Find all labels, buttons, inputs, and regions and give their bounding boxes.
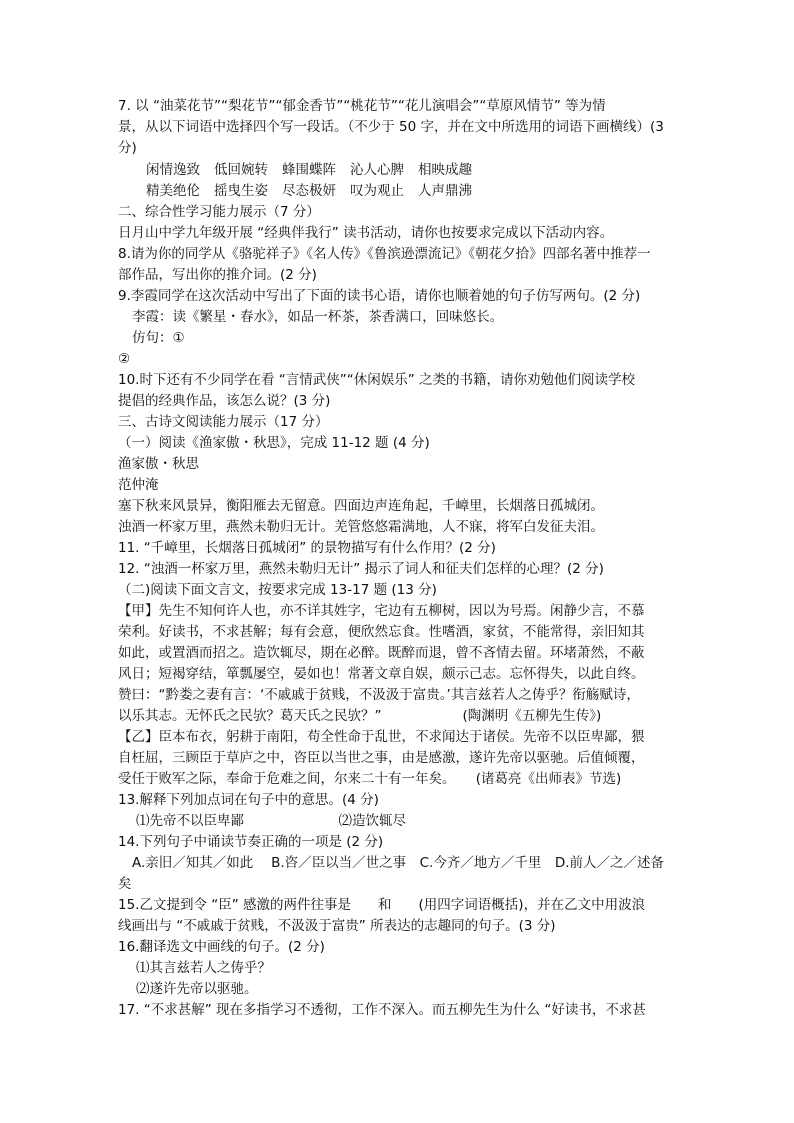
question-15-line-1: 15.乙文提到令 “臣” 感激的两件往事是 和 (用四字词语概括)，并在乙文中用波浪 [118,897,646,913]
word: 摇曳生姿 [214,183,268,199]
question-9-answer-2: ② [118,351,131,367]
question-9-answer-1: 仿句：① [132,330,185,346]
passage-b-line-3: 受任于败军之际，奉命于危难之间，尔来二十有一年矣。 (诸葛亮《出师表》节选) [118,771,622,787]
passage-a-line-3: 如此，或置酒而招之。造饮辄尽，期在必醉。既醉而退，曾不吝情去留。环堵萧然，不蔽 [118,645,645,661]
question-16-item-2: ⑵遂许先帝以驱驰。 [136,981,258,997]
question-12: 12. “浊酒一杯家万里，燕然未勒归无计” 揭示了词人和征夫们怎样的心理？(2 分) [118,561,604,577]
question-8-line-1: 8.请为你的同学从《骆驼祥子》《名人传》《鲁滨逊漂流记》《朝花夕拾》四部名著中推荐一 [118,246,651,262]
word: 低回婉转 [214,162,268,178]
question-16: 16.翻译选文中画线的句子。(2 分) [118,939,325,955]
part-1-heading: （一）阅读《渔家傲・秋思》，完成 11-12 题 (4 分) [118,435,430,451]
question-9-example: 李霞：读《繁星・春水》，如品一杯茶，茶香满口，回味悠长。 [132,309,504,325]
question-7-line-3: 分) [118,140,137,156]
word: 人声鼎沸 [418,183,472,199]
activity-intro: 日月山中学九年级开展 “经典伴我行” 读书活动，请你也按要求完成以下活动内容。 [118,225,614,241]
word: 相映成趣 [418,162,472,178]
question-13: 13.解释下列加点词在句子中的意思。(4 分) [118,792,379,808]
word: 蜂围蝶阵 [282,162,336,178]
question-7-line-1: 7. 以 “油菜花节”“梨花节”“郁金香节”“桃花节”“花儿演唱会”“草原风情节” 等为情 [118,98,606,114]
word: 精美绝伦 [146,183,200,199]
word: 叹为观止 [350,183,404,199]
poem-author: 范仲淹 [118,477,159,493]
section-2-heading: 二、综合性学习能力展示（7 分） [118,204,320,220]
poem-line-2: 浊酒一杯家万里，燕然未勒归无计。羌管悠悠霜满地，人不寐，将军白发征夫泪。 [118,519,604,535]
passage-b-line-1: 【乙】臣本布衣，躬耕于南阳，苟全性命于乱世，不求闻达于诸侯。先帝不以臣卑鄙，猥 [118,729,645,745]
word: 沁人心脾 [350,162,404,178]
word: 尽态极妍 [282,183,336,199]
passage-a-line-4: 风日；短褐穿结，箪瓢屡空，晏如也！常著文章自娱，颇示己志。忘怀得失，以此自终。 [118,666,645,682]
passage-a-line-1: 【甲】先生不知何许人也，亦不详其姓字，宅边有五柳树，因以为号焉。闲静少言，不慕 [118,603,645,619]
word-row-1 [146,160,486,180]
question-10-line-2: 提倡的经典作品，该怎么说？(3 分) [118,393,331,409]
section-3-heading: 三、古诗文阅读能力展示（17 分） [118,414,329,430]
poem-line-1: 塞下秋来风景异，衡阳雁去无留意。四面边声连角起，千嶂里，长烟落日孤城闭。 [118,498,604,514]
question-11: 11. “千嶂里，长烟落日孤城闭” 的景物描写有什么作用？(2 分) [118,540,496,556]
passage-a-line-6: 以乐其志。无怀氏之民欤？葛天氏之民欤？” (陶渊明《五柳先生传》) [118,708,602,724]
question-17: 17. “不求甚解” 现在多指学习不透彻，工作不深入。而五柳先生为什么 “好读书，不求甚 [118,1002,646,1018]
question-13-items: ⑴先帝不以臣卑鄙 ⑵造饮辄尽 [136,813,406,829]
question-14-options: A.亲旧／知其／如此 B.咨／臣以当／世之事 C.今齐／地方／千里 D.前人／之／述备 [132,855,665,871]
question-14-options-cont: 矣 [118,876,132,892]
passage-b-line-2: 自枉屈，三顾臣于草庐之中，咨臣以当世之事，由是感激，遂许先帝以驱驰。后值倾覆， [118,750,645,766]
question-8-line-2: 部作品，写出你的推介词。(2 分) [118,267,317,283]
passage-a-line-5: 赞曰：“黔娄之妻有言：‘不戚戚于贫贱，不汲汲于富贵。’其言兹若人之俦乎？衔觞赋诗， [118,687,640,703]
poem-title: 渔家傲・秋思 [118,456,199,472]
question-16-item-1: ⑴其言兹若人之俦乎？ [136,960,271,976]
part-2-heading: （二)阅读下面文言文，按要求完成 13-17 题 (13 分) [118,582,437,598]
question-7-line-2: 景，从以下词语中选择四个写一段话。（不少于 50 字，并在文中所选用的词语下画横线）(3 [118,119,664,135]
question-14: 14.下列句子中诵读节奏正确的一项是 (2 分) [118,834,384,850]
question-9: 9.李霞同学在这次活动中写出了下面的读书心语，请你也顺着她的句子仿写两句。(2 分) [118,288,641,304]
word: 闲情逸致 [146,162,200,178]
question-15-line-2: 线画出与 “不戚戚于贫贱，不汲汲于富贵” 所表达的志趣同的句子。(3 分) [118,918,556,934]
question-10-line-1: 10.时下还有不少同学在看 “言情武侠”“休闲娱乐” 之类的书籍，请你劝勉他们阅读学校 [118,372,636,388]
word-row-2 [146,181,486,201]
passage-a-line-2: 荣利。好读书，不求甚解；每有会意，便欣然忘食。性嗜酒，家贫，不能常得，亲旧知其 [118,624,645,640]
